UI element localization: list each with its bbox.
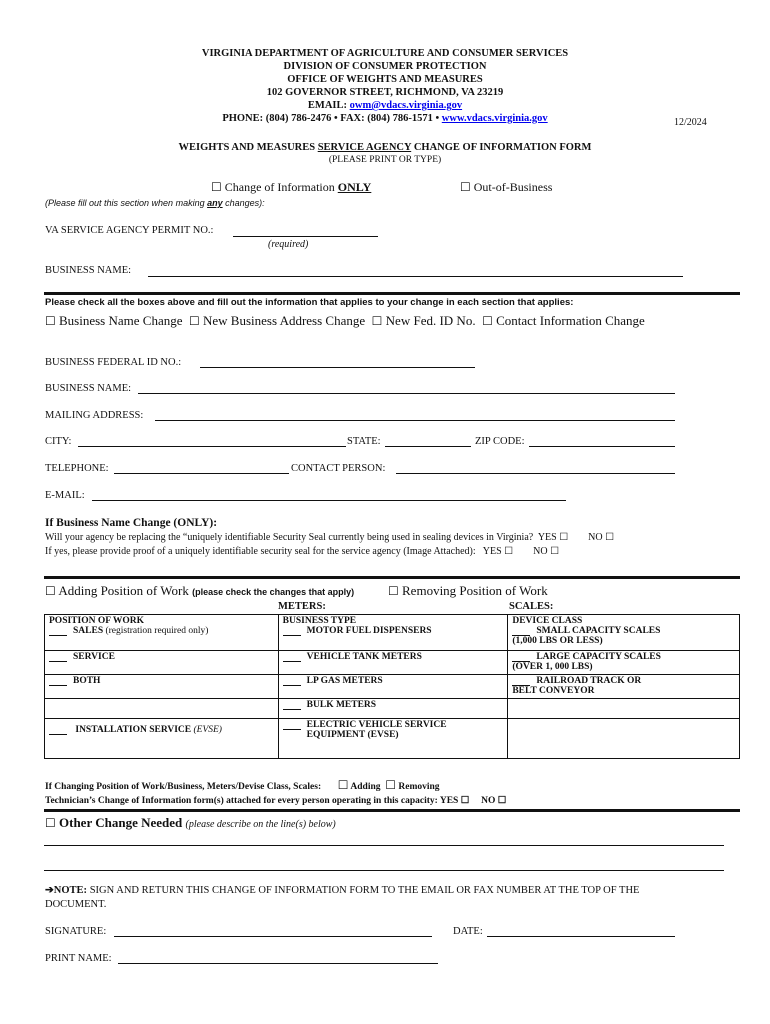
city-input[interactable] bbox=[78, 446, 346, 447]
signature-label: SIGNATURE: bbox=[45, 926, 107, 937]
option-new-address[interactable]: New Business Address Change bbox=[203, 313, 366, 328]
railroad-label: RAILROAD TRACK OR bbox=[536, 676, 642, 686]
email-link[interactable]: owm@vdacs.virginia.gov bbox=[349, 100, 463, 111]
note-post: changes): bbox=[222, 198, 265, 208]
section-instruction: Please check all the boxes above and fill out the information that applies to your change in each section that applies: bbox=[45, 297, 574, 308]
table-cell bbox=[45, 719, 279, 759]
checkbox-icon[interactable]: ☐ bbox=[482, 314, 493, 328]
service-option[interactable] bbox=[49, 652, 274, 662]
col2-header: BUSINESS TYPE bbox=[282, 616, 357, 626]
only-label: ONLY bbox=[337, 180, 372, 194]
date-label: DATE: bbox=[453, 926, 483, 937]
table-cell bbox=[45, 699, 279, 719]
seal-question-2: If yes, please provide proof of a uniquely identifiable security seal for the service agency (Image Attached): YES ☐ NO ☐ bbox=[45, 546, 560, 557]
lp-gas-option[interactable] bbox=[283, 676, 504, 686]
business-name-input-top[interactable] bbox=[148, 276, 683, 277]
header-phone-line bbox=[0, 112, 770, 125]
blank-line[interactable] bbox=[49, 676, 67, 686]
contact-person-input[interactable] bbox=[396, 473, 675, 474]
other-line-1[interactable] bbox=[44, 845, 724, 846]
large-scales-option[interactable] bbox=[512, 652, 735, 662]
checkbox-icon[interactable]: ☐ bbox=[460, 180, 471, 194]
checkbox-icon[interactable]: ☐ bbox=[388, 584, 399, 598]
change-type-options bbox=[45, 313, 645, 329]
table-row bbox=[45, 675, 740, 699]
change-info-only-option[interactable] bbox=[211, 180, 371, 195]
header-line-2: DIVISION OF CONSUMER PROTECTION bbox=[283, 61, 487, 72]
checkbox-icon[interactable]: ☐ bbox=[385, 778, 397, 792]
sales-note: (registration required only) bbox=[105, 626, 209, 636]
website-link[interactable]: www.vdacs.virginia.gov bbox=[441, 113, 548, 124]
title-underlined: SERVICE AGENCY bbox=[317, 142, 412, 153]
railroad-label-2: BELT CONVEYOR bbox=[512, 686, 595, 696]
checkbox-icon[interactable]: ☐ bbox=[211, 180, 222, 194]
header-line-1: VIRGINIA DEPARTMENT OF AGRICULTURE AND CONSUMER SERVICES bbox=[201, 48, 569, 59]
option-business-name-change[interactable]: Business Name Change bbox=[59, 313, 183, 328]
motor-fuel-label: MOTOR FUEL DISPENSERS bbox=[306, 626, 432, 636]
email-field-label: E-MAIL: bbox=[45, 490, 85, 501]
business-name-label-top: BUSINESS NAME: bbox=[45, 265, 132, 276]
changing-adding[interactable]: Adding bbox=[350, 782, 381, 792]
removing-position-label: Removing Position of Work bbox=[402, 583, 548, 598]
return-note-2: DOCUMENT. bbox=[45, 899, 107, 910]
zip-label: ZIP CODE: bbox=[475, 436, 525, 447]
changing-removing[interactable]: Removing bbox=[398, 782, 440, 792]
print-name-input[interactable] bbox=[118, 963, 438, 964]
state-input[interactable] bbox=[385, 446, 471, 447]
state-label: STATE: bbox=[347, 436, 381, 447]
blank-line[interactable] bbox=[512, 676, 530, 686]
checkbox-icon[interactable]: ☐ bbox=[371, 314, 383, 328]
vehicle-tank-option[interactable] bbox=[283, 652, 504, 662]
header-line-4: 102 GOVERNOR STREET, RICHMOND, VA 23219 bbox=[266, 87, 504, 98]
blank-line[interactable] bbox=[49, 652, 67, 662]
table-cell bbox=[508, 699, 740, 719]
both-label: BOTH bbox=[73, 676, 101, 686]
removing-position-option[interactable] bbox=[388, 583, 548, 599]
email-label: EMAIL: bbox=[307, 100, 348, 111]
form-title bbox=[0, 142, 770, 153]
other-change-note: (please describe on the line(s) below) bbox=[185, 819, 336, 830]
table-cell bbox=[278, 651, 508, 675]
service-label: SERVICE bbox=[73, 652, 115, 662]
business-name-label: BUSINESS NAME: bbox=[45, 383, 132, 394]
business-name-input[interactable] bbox=[138, 393, 675, 394]
col1-header: POSITION OF WORK bbox=[49, 616, 145, 626]
header-line-3: OFFICE OF WEIGHTS AND MEASURES bbox=[287, 74, 483, 85]
telephone-input[interactable] bbox=[114, 473, 289, 474]
adding-position-option[interactable] bbox=[45, 583, 354, 599]
evse-label: ELECTRIC VEHICLE SERVICE bbox=[306, 720, 447, 730]
mailing-address-label: MAILING ADDRESS: bbox=[45, 410, 144, 421]
table-row bbox=[45, 651, 740, 675]
table-row bbox=[45, 719, 740, 759]
form-date: 12/2024 bbox=[674, 117, 707, 128]
blank-line[interactable] bbox=[283, 652, 301, 662]
fill-note bbox=[45, 198, 265, 208]
title-post: CHANGE OF INFORMATION FORM bbox=[411, 142, 592, 153]
name-change-heading: If Business Name Change (ONLY): bbox=[45, 517, 218, 529]
bulk-label: BULK METERS bbox=[306, 700, 377, 710]
permit-label: VA SERVICE AGENCY PERMIT NO.: bbox=[45, 225, 214, 236]
changing-line-2: Technician’s Change of Information form(s) attached for every person operating in this capacity: YES ☐ NO ☐ bbox=[45, 796, 507, 806]
permit-required: (required) bbox=[268, 239, 309, 250]
option-new-fed-id[interactable]: New Fed. ID No. bbox=[385, 313, 476, 328]
motor-fuel-option[interactable] bbox=[283, 626, 504, 636]
checkbox-icon[interactable]: ☐ bbox=[45, 314, 56, 328]
checkbox-icon[interactable]: ☐ bbox=[45, 816, 56, 830]
contact-person-label: CONTACT PERSON: bbox=[291, 463, 386, 474]
table-cell bbox=[508, 719, 740, 759]
scales-heading: SCALES: bbox=[509, 601, 554, 612]
adding-position-label: Adding Position of Work bbox=[58, 583, 189, 598]
blank-line[interactable] bbox=[512, 652, 530, 662]
divider bbox=[44, 292, 740, 295]
option-contact-info[interactable]: Contact Information Change bbox=[496, 313, 645, 328]
print-name-label: PRINT NAME: bbox=[45, 953, 112, 964]
installation-option[interactable] bbox=[49, 725, 274, 735]
checkbox-icon[interactable]: ☐ bbox=[337, 778, 349, 792]
large-scales-note: (OVER 1, 000 LBS) bbox=[512, 662, 593, 672]
permit-input[interactable] bbox=[233, 236, 378, 237]
zip-input[interactable] bbox=[529, 446, 675, 447]
bulk-option[interactable] bbox=[283, 700, 504, 710]
date-input[interactable] bbox=[487, 936, 675, 937]
table-cell bbox=[508, 615, 740, 651]
email-field-input[interactable] bbox=[92, 500, 566, 501]
position-table bbox=[44, 614, 740, 759]
blank-line[interactable] bbox=[49, 725, 67, 735]
divider bbox=[44, 576, 740, 579]
out-of-business-option[interactable] bbox=[460, 180, 552, 195]
meters-heading: METERS: bbox=[278, 601, 326, 612]
small-scales-note: (1,000 LBS OR LESS) bbox=[512, 636, 603, 646]
blank-line[interactable] bbox=[283, 676, 301, 686]
adding-note: (please check the changes that apply) bbox=[192, 587, 355, 597]
change-info-label: Change of Information bbox=[224, 180, 338, 194]
installation-label: INSTALLATION SERVICE bbox=[75, 725, 192, 735]
col3-header: DEVICE CLASS bbox=[512, 616, 583, 626]
large-scales-label: LARGE CAPACITY SCALES bbox=[536, 652, 661, 662]
changing-text: If Changing Position of Work/Business, Meters/Devise Class, Scales: bbox=[45, 782, 322, 792]
railroad-option[interactable] bbox=[512, 676, 735, 686]
table-cell bbox=[45, 651, 279, 675]
table-row bbox=[45, 615, 740, 651]
blank-line[interactable] bbox=[283, 626, 301, 636]
federal-id-input[interactable] bbox=[200, 367, 475, 368]
both-option[interactable] bbox=[49, 676, 274, 686]
telephone-label: TELEPHONE: bbox=[45, 463, 109, 474]
blank-line[interactable] bbox=[283, 720, 301, 730]
note-any: any bbox=[207, 198, 223, 208]
blank-line[interactable] bbox=[283, 700, 301, 710]
other-change-label: Other Change Needed bbox=[59, 815, 183, 830]
agency-header bbox=[0, 47, 770, 125]
table-cell bbox=[508, 651, 740, 675]
evse-label-2: EQUIPMENT (EVSE) bbox=[306, 730, 399, 740]
table-cell bbox=[45, 675, 279, 699]
note-text: SIGN AND RETURN THIS CHANGE OF INFORMATION FORM TO THE EMAIL OR FAX NUMBER AT THE TOP OF THE bbox=[87, 885, 640, 896]
table-cell bbox=[45, 615, 279, 651]
signature-input[interactable] bbox=[114, 936, 432, 937]
mailing-address-input[interactable] bbox=[155, 420, 675, 421]
vehicle-tank-label: VEHICLE TANK METERS bbox=[306, 652, 422, 662]
table-cell bbox=[278, 719, 508, 759]
table-cell bbox=[278, 699, 508, 719]
form-subtitle: (PLEASE PRINT OR TYPE) bbox=[328, 155, 442, 165]
other-line-2[interactable] bbox=[44, 870, 724, 871]
note-prefix: ➔NOTE: bbox=[45, 885, 88, 896]
lp-gas-label: LP GAS METERS bbox=[306, 676, 383, 686]
installation-note: (EVSE) bbox=[193, 725, 222, 735]
federal-id-label: BUSINESS FEDERAL ID NO.: bbox=[45, 357, 182, 368]
blank-line[interactable] bbox=[49, 626, 67, 636]
other-change-option[interactable] bbox=[45, 815, 336, 831]
table-cell bbox=[278, 615, 508, 651]
header-email-line bbox=[0, 99, 770, 112]
return-note bbox=[45, 884, 639, 896]
title-pre: WEIGHTS AND MEASURES bbox=[178, 142, 318, 153]
city-label: CITY: bbox=[45, 436, 72, 447]
table-cell bbox=[508, 675, 740, 699]
divider bbox=[44, 809, 740, 812]
blank-line[interactable] bbox=[512, 626, 530, 636]
table-row bbox=[45, 699, 740, 719]
sales-label: SALES bbox=[73, 626, 104, 636]
changing-line-1 bbox=[45, 778, 440, 792]
evse-option[interactable] bbox=[283, 720, 504, 730]
phone-fax: PHONE: (804) 786-2476 • FAX: (804) 786-1571 • bbox=[222, 113, 440, 124]
note-pre: (Please fill out this section when making bbox=[45, 198, 208, 208]
checkbox-icon[interactable]: ☐ bbox=[189, 314, 200, 328]
seal-question-1: Will your agency be replacing the “uniquely identifiable Security Seal currently being used in sealing devices in Virginia? YES ☐ NO ☐ bbox=[45, 532, 615, 543]
small-scales-option[interactable] bbox=[512, 626, 735, 636]
table-cell bbox=[278, 675, 508, 699]
out-of-business-label: Out-of-Business bbox=[473, 180, 553, 194]
sales-option[interactable] bbox=[49, 626, 274, 636]
small-scales-label: SMALL CAPACITY SCALES bbox=[536, 626, 661, 636]
checkbox-icon[interactable]: ☐ bbox=[45, 584, 56, 598]
